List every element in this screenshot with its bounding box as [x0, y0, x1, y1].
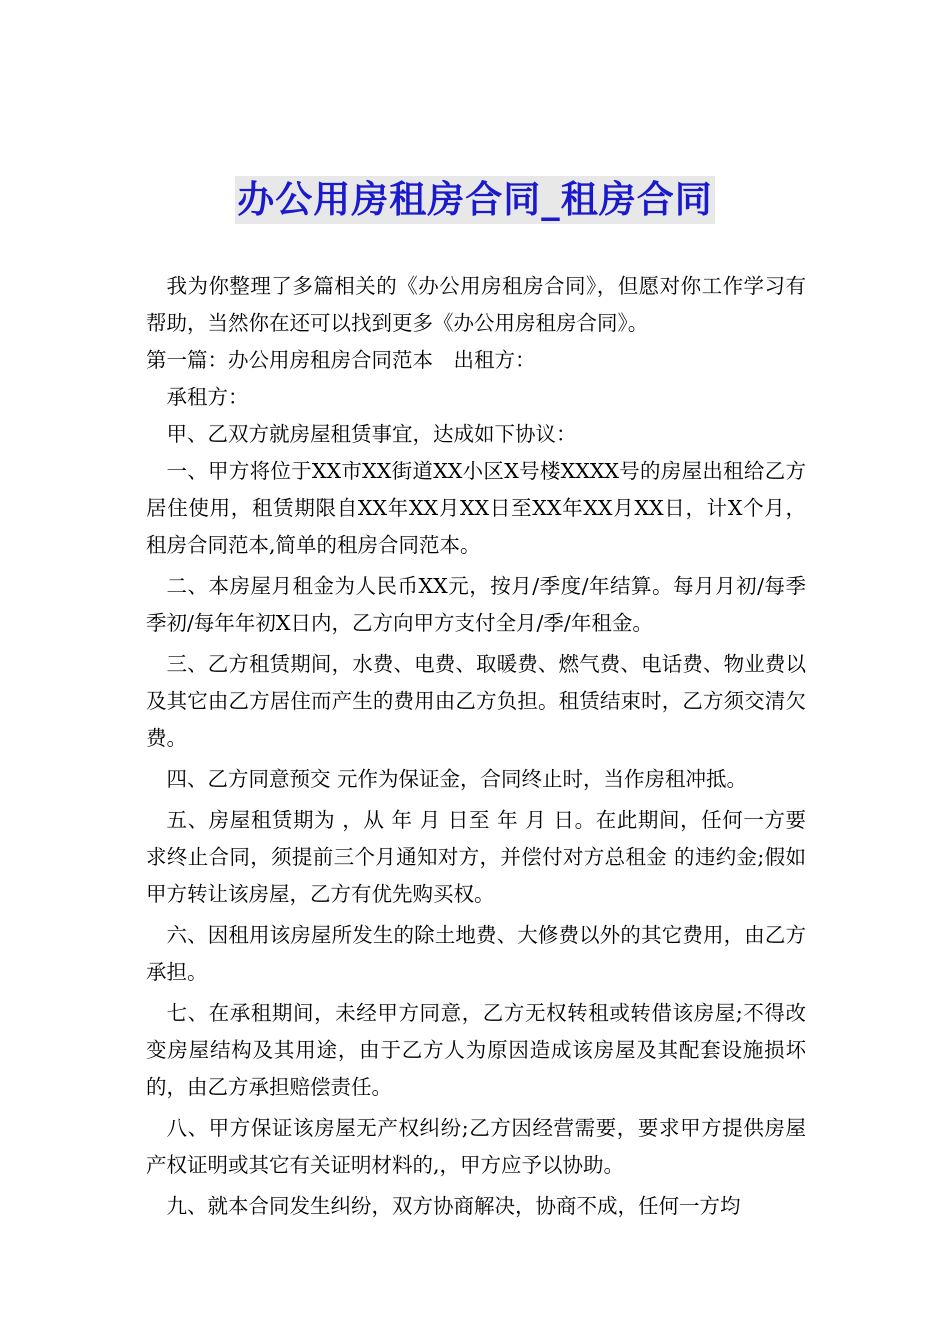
document-title: 办公用房租房合同_租房合同 — [235, 176, 715, 224]
clause-8: 八、甲方保证该房屋无产权纠纷;乙方因经营需要，要求甲方提供房屋产权证明或其它有关证明材料的,，甲方应予以协助。 — [146, 1116, 806, 1177]
clause-1: 一、甲方将位于XX市XX街道XX小区X号楼XXXX号的房屋出租给乙方居住使用，租赁期限自XX年XX月XX日至XX年XX月XX日，计X个月，租房合同范本,简单的租房合同范本。 — [146, 459, 806, 557]
title-container — [0, 176, 950, 224]
clause-4: 四、乙方同意预交 元作为保证金，合同终止时，当作房租冲抵。 — [166, 767, 748, 791]
clause-3: 三、乙方租赁期间，水费、电费、取暖费、燃气费、电话费、物业费以及其它由乙方居住而产生的费用由乙方负担。租赁结束时，乙方须交清欠费。 — [146, 652, 806, 750]
clause-9: 九、就本合同发生纠纷，双方协商解决，协商不成，任何一方均 — [166, 1194, 741, 1218]
paragraph-lessee: 承租方： — [166, 385, 249, 409]
paragraph-intro: 我为你整理了多篇相关的《办公用房租房合同》，但愿对你工作学习有帮助，当然你在还可以找到更多《办公用房租房合同》。 — [146, 274, 806, 335]
clause-7: 七、在承租期间，未经甲方同意，乙方无权转租或转借该房屋;不得改变房屋结构及其用途，由于乙方人为原因造成该房屋及其配套设施损坏的，由乙方承担赔偿责任。 — [146, 1001, 806, 1099]
document-body — [146, 268, 806, 1225]
paragraph-agreement: 甲、乙双方就房屋租赁事宜，达成如下协议： — [166, 422, 577, 446]
clause-6: 六、因租用该房屋所发生的除土地费、大修费以外的其它费用，由乙方承担。 — [146, 923, 806, 984]
clause-2: 二、本房屋月租金为人民币XX元，按月/季度/年结算。每月月初/每季季初/每年年初X日内，乙方向甲方支付全月/季/年租金。 — [146, 574, 806, 635]
paragraph-section-heading: 第一篇：办公用房租房合同范本 出租方： — [146, 348, 536, 372]
clause-5: 五、房屋租赁期为 ，从 年 月 日至 年 月 日。在此期间，任何一方要求终止合同，须提前三个月通知对方，并偿付对方总租金 的违约金;假如甲方转让该房屋，乙方有优先购买权。 — [146, 808, 806, 906]
